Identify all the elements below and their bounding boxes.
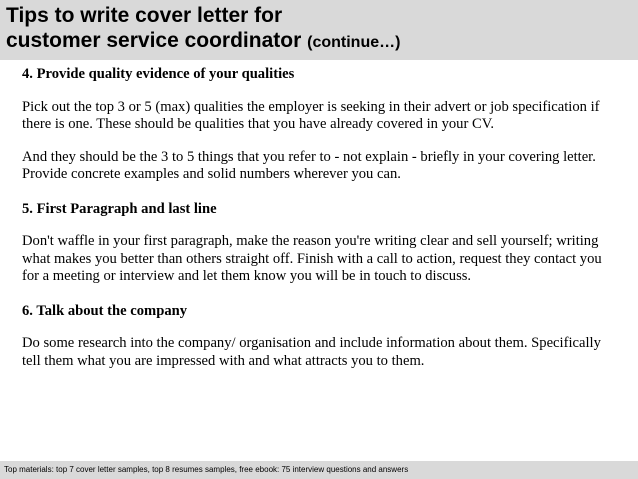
title-line-2: customer service coordinator — [6, 29, 302, 52]
section-heading-company: 6. Talk about the company — [22, 302, 188, 319]
slide-header — [0, 0, 638, 60]
paragraph-top-qualities: Pick out the top 3 or 5 (max) qualities the employer is seeking in their advert or job specification if there is one. These should be qualities that you have already covered in your CV. — [22, 98, 600, 132]
paragraph-company-research: Do some research into the company/ organisation and include information about them. Specifically tell them what you are impressed with and what attracts you to them. — [22, 335, 601, 369]
footer-links-text[interactable]: Top materials: top 7 cover letter samples, top 8 resumes samples, free ebook: 75 interview questions and answers — [4, 465, 409, 474]
slide-body — [22, 66, 618, 370]
title-line-1: Tips to write cover letter for — [6, 4, 283, 27]
paragraph-refer-briefly: And they should be the 3 to 5 things that you refer to - not explain - briefly in your covering letter. Provide concrete examples and solid numbers wherever you can. — [22, 148, 596, 182]
title-suffix: (continue…) — [307, 34, 401, 51]
section-heading-first-paragraph: 5. First Paragraph and last line — [22, 200, 217, 217]
section-heading-quality-evidence: 4. Provide quality evidence of your qualities — [22, 66, 295, 82]
slide-title — [6, 3, 400, 55]
paragraph-dont-waffle: Don't waffle in your first paragraph, make the reason you're writing clear and sell yourself; writing what makes you better than others straight off. Finish with a call to action, request they contact you for a meeting or interview and let them know you will be in touch to discuss. — [22, 233, 602, 284]
slide-footer — [0, 461, 638, 479]
